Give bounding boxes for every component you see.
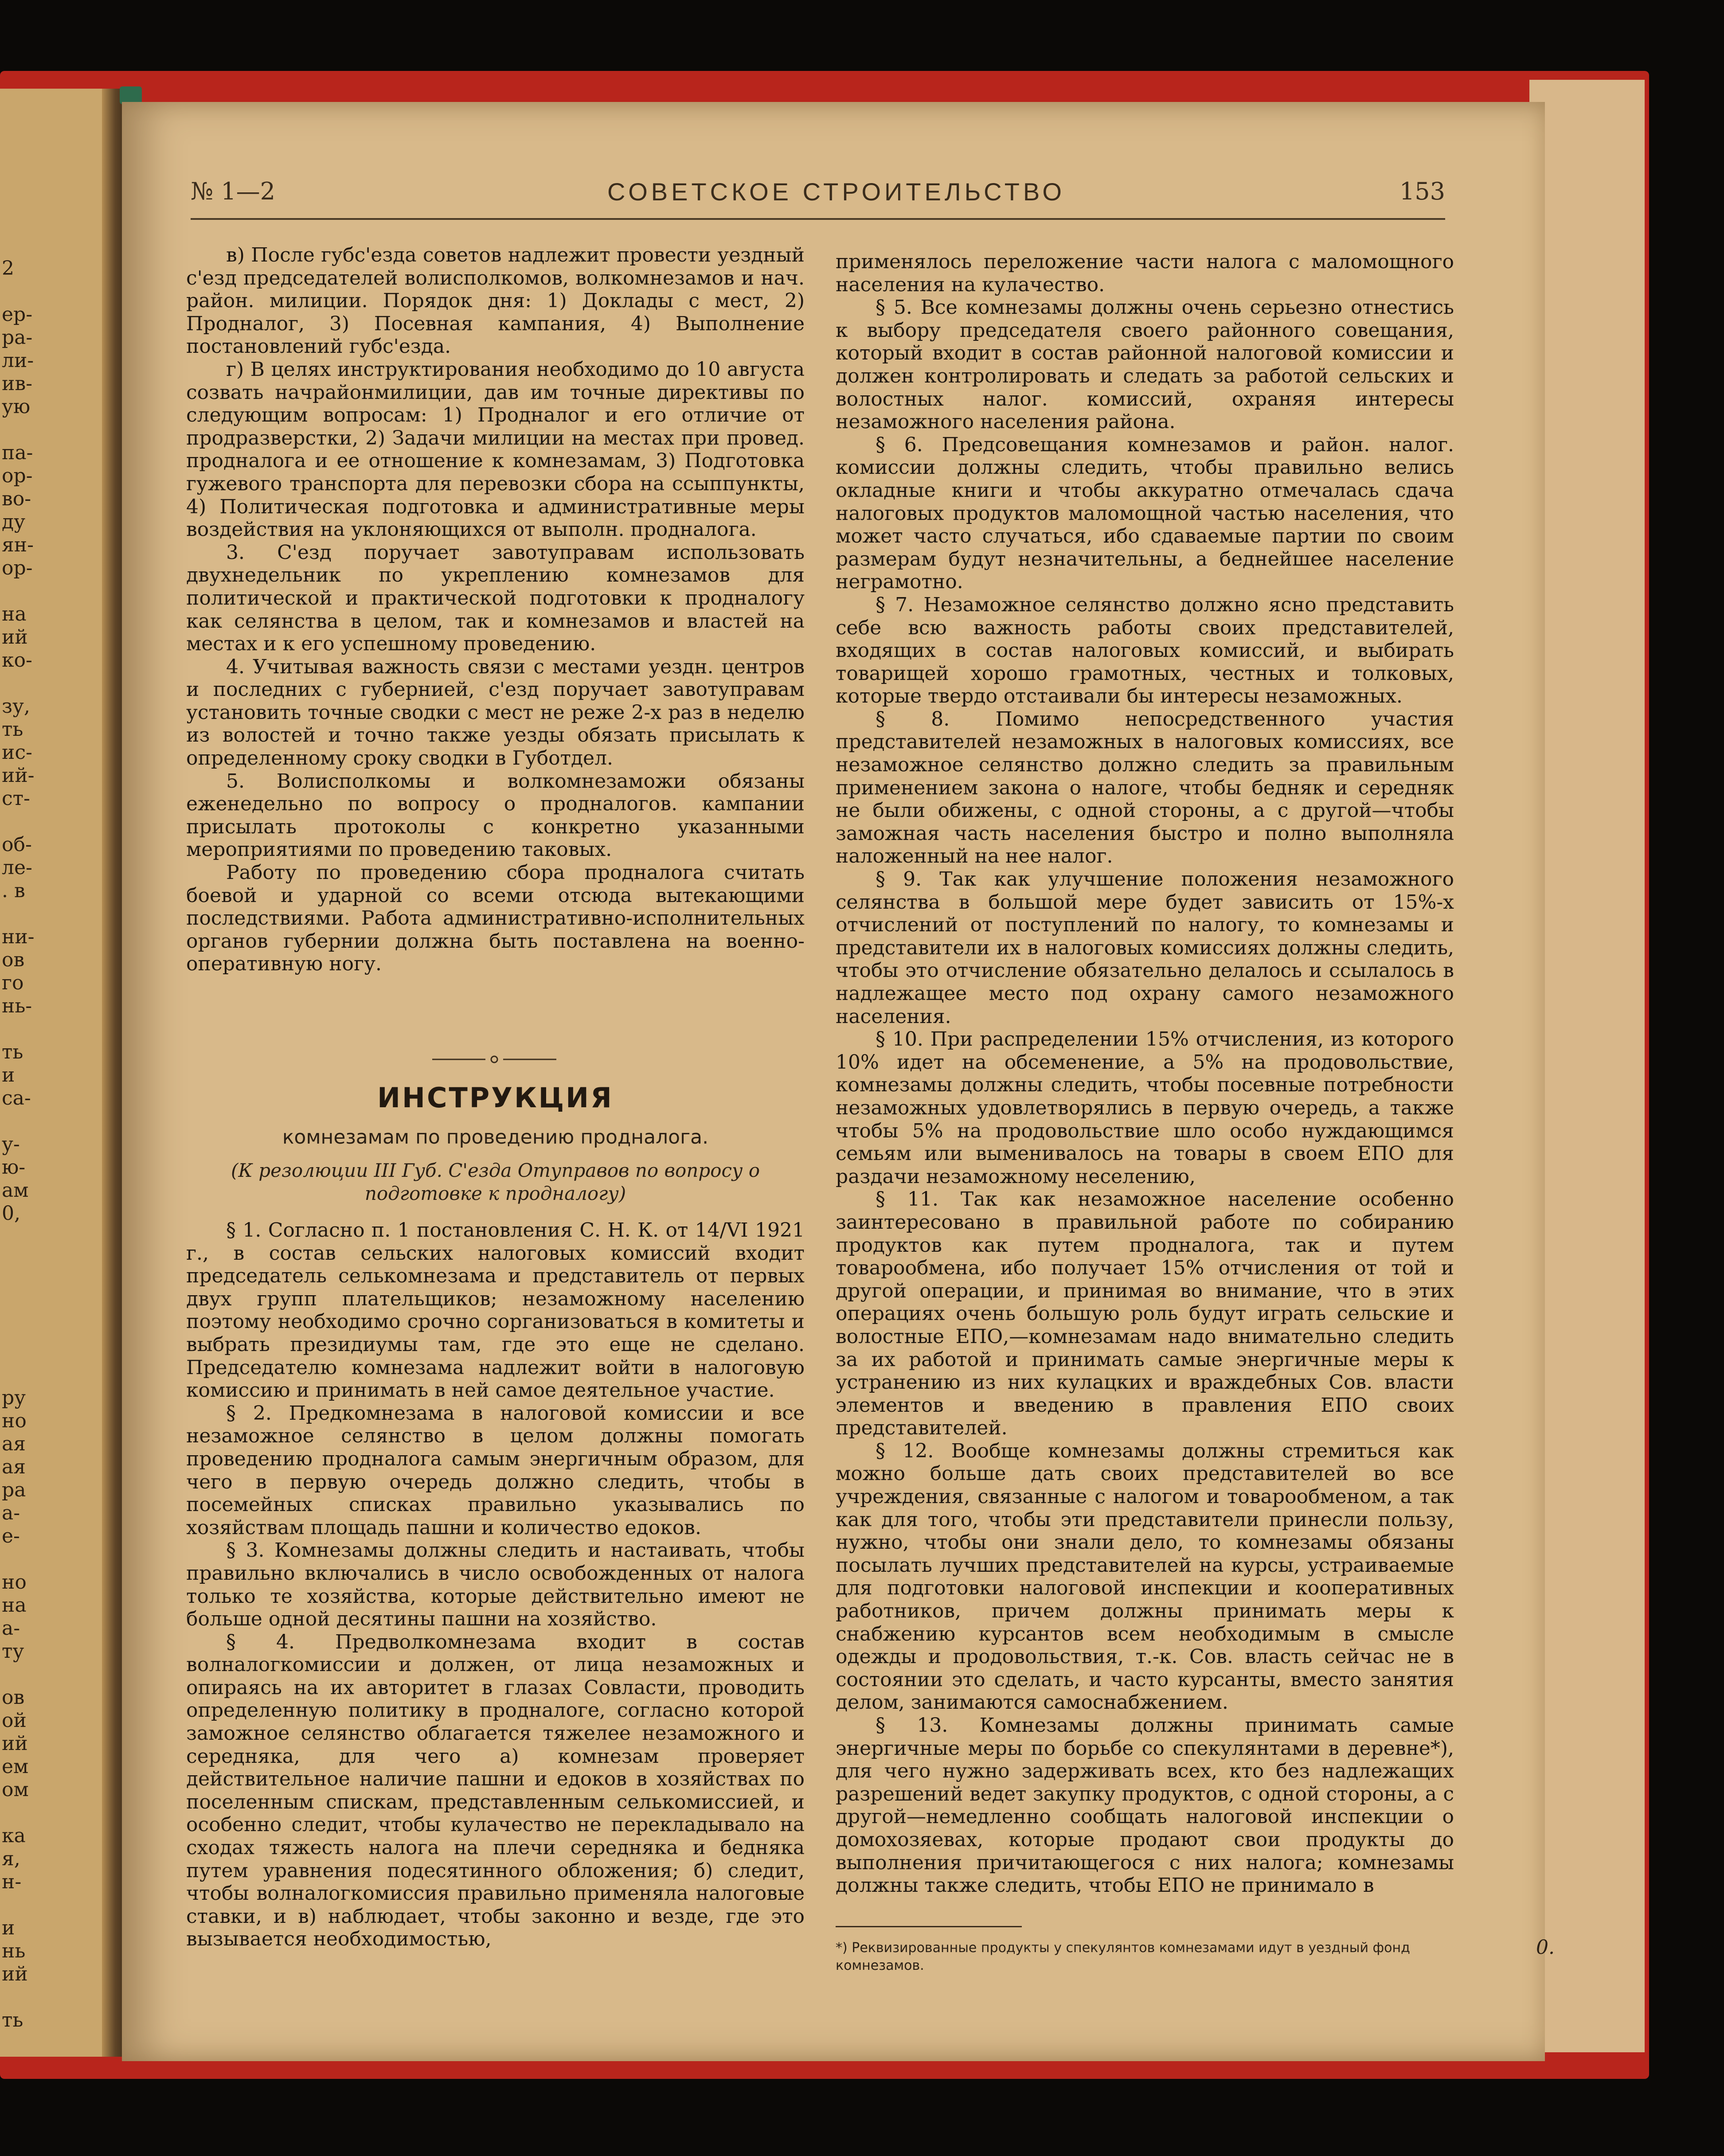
instruction-note: (К резолюции III Губ. С'езда Отуправов по вопросу о подготовке к продналогу) — [231, 1160, 760, 1204]
header-rule — [191, 218, 1445, 220]
left-page-fragment: и — [2, 1917, 15, 1939]
left-page-fragment: ть — [2, 1041, 23, 1063]
left-page-fragment — [2, 1018, 113, 1041]
paragraph: § 4. Предволкомнезама входит в состав волналогкомиссии и должен, от лица незаможных и опираясь на их авторитет в глазах Совласти, проводить определенную политику в продналоге, согласно которой заможное селянство облагается тяжелее незаможного и середняка, для чего а) комнезам проверяет действительное наличие пашни и едоков в хозяйствах по поселенным спискам, представленным селькомиссией, и особенно следит, чтобы кулачество не перекладывало на сходах тяжесть налога на плечи середняка и бедняка путем уравнения подесятинного обложения; б) следит, чтобы волналогкомиссия правильно применяла налоговые ставки, и в) наблюдает, чтобы законно и везде, где это вызывается необходимостью, — [186, 1630, 805, 1951]
journal-title: СОВЕТСКОЕ СТРОИТЕЛЬСТВО — [607, 178, 1065, 206]
left-page-fragment: ий- — [2, 764, 35, 787]
left-page-fragment: ер- — [2, 303, 33, 326]
left-page-fragment — [2, 1294, 113, 1317]
left-page-fragment: ру — [2, 1387, 26, 1409]
left-page-fragment: ту — [2, 1640, 24, 1663]
instruction-title: ИНСТРУКЦИЯ — [377, 1082, 614, 1114]
paragraph: § 7. Незаможное селянство должно ясно представить себе всю важность работы своих представителей, входящих в состав налоговых комиссий, и выбирать товарищей хорошо грамотных, честных и толковых, которые твердо отстаивали бы интересы незаможных. — [836, 593, 1454, 708]
left-page-fragment: ст- — [2, 787, 30, 810]
left-page-fragment: ли- — [2, 349, 34, 372]
left-page-fragment — [2, 1986, 113, 2009]
left-page-fragment: ду — [2, 511, 25, 533]
paragraph: г) В целях инструктирования необходимо до 10 августа созвать начрайонмилиции, дав им точные директивы по следующим вопросам: 1) Продналог и его отличие от продразверстки, 2) Задачи милиции на местах при провед. продналога и ее отношение к комнезамам, 3) Подготовка гужевого транспорта для перевозки сбора на ссыппункты, 4) Политическая подготовка и административные меры воздействия на уклоняющихся от выполн. продналога. — [186, 358, 805, 541]
left-page-fragment: а- — [2, 1502, 20, 1524]
left-page-fragment — [2, 1248, 113, 1271]
left-page-fragment — [2, 902, 113, 926]
left-page-fragment: во- — [2, 488, 31, 510]
paragraph: § 3. Комнезамы должны следить и настаивать, чтобы правильно включались в число освобожденных от налога только те хозяйства, которые действительно имеют не больше одной десятины пашни на хозяйство. — [186, 1539, 805, 1631]
left-page-fragment: ем — [2, 1755, 29, 1778]
left-column-text — [186, 244, 805, 976]
left-page-fragment: . в — [2, 879, 25, 902]
left-page-fragment: на — [2, 603, 27, 625]
page-number: 153 — [1399, 177, 1445, 205]
paragraph: в) После губс'езда советов надлежит провести уездный с'езд председателей волисполкомов, волкомнезамов и нач. район. милиции. Порядок дня: 1) Доклады с мест, 2) Продналог, 3) Посевная кампания, 4) Выполнение постановлений губс'езда. — [186, 244, 805, 358]
left-page-fragments — [2, 257, 113, 2032]
left-column-instruction-text — [186, 1219, 805, 1951]
footnote-rule — [836, 1926, 1022, 1927]
left-page-fragment: ая — [2, 1456, 26, 1478]
left-page-fragment: ю- — [2, 1156, 26, 1179]
left-page-fragment: и — [2, 1064, 15, 1086]
left-page-fragment: ле- — [2, 856, 32, 879]
left-page-fragment — [2, 672, 113, 695]
left-page-fragment — [2, 1801, 113, 1824]
left-page-fragment: ий — [2, 626, 28, 648]
left-page-fragment: но — [2, 1571, 27, 1594]
left-page-fragment — [2, 1894, 113, 1917]
left-page-fragment — [2, 1340, 113, 1363]
paragraph: § 13. Комнезамы должны принимать самые энергичные меры по борьбе со спекулянтами в деревне*), для чего нужно задерживать всех, кто без надлежащих разрешений ведет закупку продуктов, с одной стороны, а с другой—немедленно сообщать налоговой инспекции о домохозяевах, которые продают свои продукты до выполнения причитающегося с них налога; комнезамы должны также следить, чтобы ЕПО не принимало в — [836, 1714, 1454, 1897]
left-page-fragment — [2, 418, 113, 441]
left-page-fragment: зу, — [2, 695, 30, 718]
left-page-fragment: ив- — [2, 372, 32, 395]
paragraph: § 12. Вообще комнезамы должны стремиться как можно больше дать своих представителей во все учреждения, связанные с налогом и товарообменом, а так как для того, чтобы эти представители принесли пользу, нужно, чтобы они знали дело, то комнезамы обязаны посылать лучших представителей на курсы, устраиваемые для подготовки налоговой инспекции и кооперативных работников, причем должны принимать меры к снабжению курсантов всем необходимым в смысле одежды и продовольствия, т.-к. Сов. власть сейчас не в состоянии это сделать, и часто курсанты, вместо занятия делом, занимаются самоснабжением. — [836, 1439, 1454, 1714]
left-page-fragment — [2, 280, 113, 303]
left-page-fragment: ка — [2, 1824, 26, 1847]
left-page-fragment — [2, 1363, 113, 1387]
left-page-fragment — [2, 580, 113, 603]
left-page-fragment: ян- — [2, 534, 34, 556]
paragraph: § 1. Согласно п. 1 постановления С. Н. К. от 14/VI 1921 г., в состав сельских налоговых комиссий входит председатель селькомнезама и представитель от первых двух групп плательщиков; незаможному населению поэтому необходимо срочно сорганизоваться в комитеты и выбрать президиумы там, где это еще не сделано. Председателю комнезама надлежит войти в налоговую комиссию и принимать в ней самое деятельное участие. — [186, 1219, 805, 1402]
left-page-fragment: я, — [2, 1847, 20, 1870]
paragraph: 3. С'езд поручает завотуправам использовать двухнедельник по укреплению комнезамов для политической и практической подготовки к продналогу как селянства в целом, так и комнезамов и властей на местах и к его успешному проведению. — [186, 541, 805, 656]
left-page-fragment: ис- — [2, 741, 32, 764]
left-page-fragment — [2, 810, 113, 833]
paragraph: Работу по проведению сбора продналога считать боевой и ударной со всеми отсюда вытекающими последствиями. Работа административно-исполнительных органов губернии должна быть поставлена на военно-оперативную ногу. — [186, 861, 805, 976]
left-page-fragment: ко- — [2, 649, 32, 672]
left-page-fragment: ор- — [2, 465, 33, 487]
page-edge — [1529, 80, 1645, 2052]
footnote: *) Реквизированные продукты у спекулянтов комнезамами идут в уездный фонд комнезамов. — [836, 1940, 1410, 1973]
right-column-text — [836, 250, 1454, 1897]
left-page-fragment: н- — [2, 1871, 22, 1893]
left-page-fragment: ую — [2, 395, 31, 418]
left-page-fragment: ам — [2, 1179, 29, 1202]
paragraph: § 11. Так как незаможное население особенно заинтересовано в правильной работе по собиранию продуктов как путем продналога, так и путем товарообмена, ибо получает 15% отчисления от той и другой операции, и принимая во внимание, что в этих операциях очень большую роль будут играть сельские и волостные ЕПО,—комнезамам надо внимательно следить за их работой и принимать самые энергичные меры к устранению из них кулацких и враждебных Сов. власти элементов и введению в правления ЕПО своих представителей. — [836, 1188, 1454, 1440]
section-divider — [432, 1055, 556, 1064]
page-header — [191, 177, 1445, 213]
left-page-fragment: ий — [2, 1732, 28, 1755]
left-page-fragment: ни- — [2, 926, 35, 948]
left-page-fragment: ов — [2, 1686, 25, 1709]
left-page-fragment: ой — [2, 1709, 27, 1732]
instruction-subtitle: комнезамам по проведению продналога. — [282, 1126, 709, 1148]
left-page-fragment — [2, 1317, 113, 1340]
paragraph: 5. Волисполкомы и волкомнезаможи обязаны еженедельно по вопросу о продналогов. кампании присылать протоколы с конкретно указанными мероприятиями по проведению таковых. — [186, 769, 805, 861]
left-page-fragment: ор- — [2, 557, 33, 579]
left-page-fragment: ра — [2, 1479, 26, 1501]
left-page-fragment: но — [2, 1410, 27, 1432]
paragraph: § 5. Все комнезамы должны очень серьезно отнестись к выбору председателя своего районного совещания, который входит в состав районной налоговой комиссии и должен контролировать и следать за работой сельских и волостных налог. комиссий, охраняя интересы незаможного населения района. — [836, 296, 1454, 434]
left-page-fragment: ть — [2, 2009, 23, 2031]
left-page-fragment — [2, 1548, 113, 1571]
paragraph: § 8. Помимо непосредственного участия представителей незаможных в налоговых комиссиях, все незаможное селянство должно следить за правильным применением закона о налоге, чтобы бедняк и середняк не были обижены, с одной стороны, а с другой—чтобы заможная часть населения быстро и полно выполняла наложенный на нее налог. — [836, 707, 1454, 868]
left-page-fragment: ов — [2, 949, 25, 971]
margin-mark: 0. — [1536, 1936, 1555, 1959]
paragraph: § 2. Предкомнезама в налоговой комиссии и все незаможное селянство в целом должны помогать проведению продналога самым энергичным образом, для чего в первую очередь должно следить, чтобы в посемейных списках правильно указывались по хозяйствам площадь пашни и количество едоков. — [186, 1402, 805, 1539]
paragraph: § 9. Так как улучшение положения незаможного селянства в большой мере будет зависить от 15%-х отчислений от поступлений по налогу, то комнезамы и представители их в налоговых комиссиях должны следить, чтобы это отчисление обязательно делалось и ссылалось в надлежащее место под охрану самого незаможного населения. — [836, 868, 1454, 1028]
left-page-fragment: па- — [2, 441, 33, 464]
left-page-fragment: ра- — [2, 326, 33, 349]
left-page-fragment: ть — [2, 718, 23, 741]
bookmark-ribbon — [120, 86, 142, 104]
left-page-fragment — [2, 1663, 113, 1686]
left-page-fragment: на — [2, 1594, 27, 1617]
left-page-fragment: ая — [2, 1433, 26, 1455]
left-page-fragment — [2, 1225, 113, 1248]
paragraph: применялось переложение части налога с маломощного населения на кулачество. — [836, 250, 1454, 296]
left-page-fragment: са- — [2, 1087, 31, 1109]
left-page-fragment: е- — [2, 1525, 20, 1547]
paragraph: § 6. Предсовещания комнезамов и район. налог. комиссии должны следить, чтобы правильно велись окладные книги и чтобы аккуратно отмечалась сдача налоговых продуктов маломощной частью населения, что может часто случаться, ибо сдаваемые партии по своим размерам будут незначительны, а беднейшее население неграмотно. — [836, 433, 1454, 594]
left-page-fragment: а- — [2, 1617, 20, 1640]
left-page-fragment: об- — [2, 833, 32, 856]
paragraph: 4. Учитывая важность связи с местами уездн. центров и последних с губернией, с'езд поручает завотуправам установить точные сводки с мест не реже 2-х раз в неделю из волостей и точно также уезды обязать присылать к определенному сроку сводки в Губотдел. — [186, 655, 805, 770]
left-page-fragment — [2, 1271, 113, 1294]
left-page-fragment: 0, — [2, 1202, 20, 1225]
left-page-fragment: нь- — [2, 995, 32, 1017]
paragraph: § 10. При распределении 15% отчисления, из которого 10% идет на обсеменение, а 5% на продовольствие, комнезамы должны следить, чтобы посевные потребности незаможных удовлетворялись в первую очередь, а также чтобы 5% на продовольствие шло особо нуждающимся семьям или выменивалось на товары в своем ЕПО для раздачи незаможному неселению, — [836, 1028, 1454, 1188]
left-page-fragment: у- — [2, 1133, 20, 1156]
left-page-fragment: ом — [2, 1778, 29, 1801]
left-page-fragment: ий — [2, 1963, 28, 1985]
left-page-fragment: нь — [2, 1940, 26, 1962]
left-page-fragment: го — [2, 972, 24, 994]
issue-number: № 1—2 — [191, 177, 275, 205]
left-page-fragment — [2, 1110, 113, 1133]
left-page-fragment: 2 — [2, 257, 14, 280]
